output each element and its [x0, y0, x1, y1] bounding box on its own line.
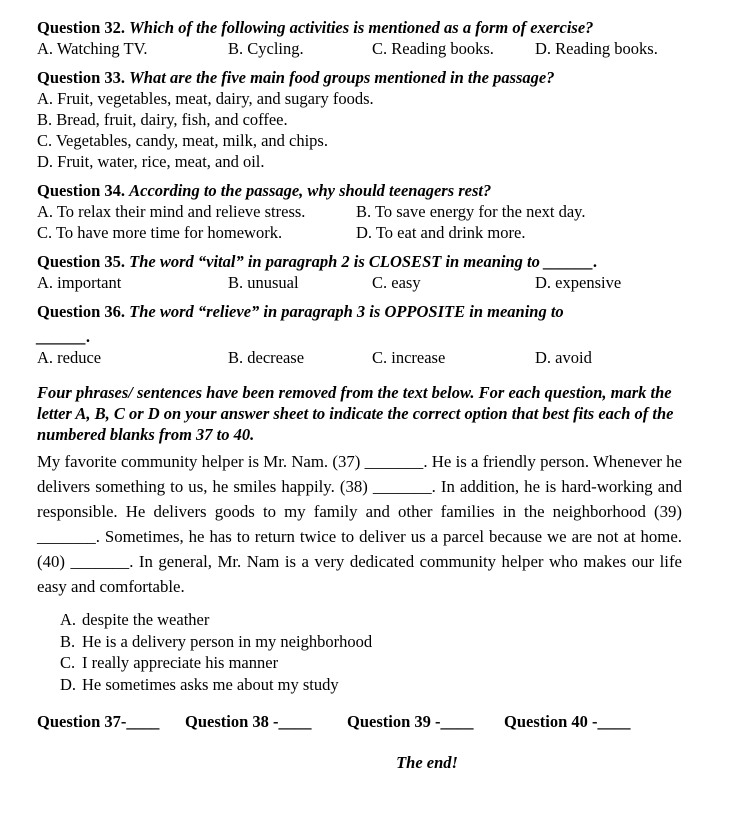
question-text: What are the five main food groups mentioned in the passage?: [129, 68, 555, 87]
fill-option-label: B.: [60, 631, 76, 651]
question-text: According to the passage, why should teenagers rest?: [129, 181, 492, 200]
the-end: The end!: [396, 753, 458, 772]
option-c: C. To have more time for homework.: [37, 223, 283, 242]
section-instruction: Four phrases/ sentences have been removed from the text below. For each question, mark the letter A, B, C or D on your answer sheet to indicate the correct option that best fits each of the numbered blanks from 37 to 40.: [37, 383, 674, 444]
option-d: D. expensive: [535, 273, 622, 292]
question-32: [37, 17, 682, 59]
question-number: Question 34.: [37, 181, 126, 200]
option-d: D. To eat and drink more.: [356, 223, 526, 242]
question-text: The word “vital” in paragraph 2 is CLOSEST in meaning to ______.: [129, 252, 598, 271]
answer-blank-line: [37, 326, 682, 347]
question-33: [37, 67, 682, 172]
question-number: Question 35.: [37, 252, 126, 271]
option-b: B. decrease: [228, 348, 305, 367]
fill-option: [60, 674, 682, 696]
fill-option-label: C.: [60, 653, 76, 672]
option-b: B. Cycling.: [228, 39, 304, 58]
option-a: A. important: [37, 273, 122, 292]
options-row: [37, 272, 682, 293]
option-a: A. reduce: [37, 348, 102, 367]
fill-option: [60, 652, 682, 674]
fill-option-label: A.: [60, 610, 77, 629]
fill-option: [60, 609, 682, 631]
option-b: B. Bread, fruit, dairy, fish, and coffee.: [37, 110, 288, 129]
fill-options-list: [60, 609, 682, 695]
options-row: [37, 222, 682, 243]
answer-40: Question 40 -____: [504, 712, 631, 731]
question-text: Which of the following activities is mentioned as a form of exercise?: [129, 18, 594, 37]
question-number: Question 32.: [37, 18, 126, 37]
options-row: [37, 38, 682, 59]
option-d: D. Reading books.: [535, 39, 658, 58]
option-c: C. Reading books.: [372, 39, 494, 58]
option-b: B. unusual: [228, 273, 299, 292]
fill-option-label: D.: [60, 674, 77, 694]
option-b: B. To save energy for the next day.: [356, 202, 586, 221]
question-34: [37, 180, 682, 243]
options-row: [37, 347, 682, 368]
option-a: A. Watching TV.: [37, 39, 148, 58]
question-35: [37, 251, 682, 293]
fill-option-text: I really appreciate his manner: [82, 653, 279, 672]
fill-option-text: He is a delivery person in my neighborhood: [82, 631, 373, 651]
option-d: D. Fruit, water, rice, meat, and oil.: [37, 152, 265, 171]
answer-38: Question 38 -____: [185, 712, 312, 731]
answer-line: [37, 711, 682, 732]
fill-option-text: He sometimes asks me about my study: [82, 674, 339, 694]
question-number: Question 36.: [37, 302, 126, 321]
option-a: A. To relax their mind and relieve stress.: [37, 202, 306, 221]
reading-passage: My favorite community helper is Mr. Nam. (37) _______. He is a friendly person. Whenever he delivers something to us, he smiles happily. (38) _______. In addition, he is hard-working and responsible. He delivers goods to my family and other families in the neighborhood (39) _______. Sometimes, he has to return twice to deliver us a parcel because we are not at home. (40) _______. In general, Mr. Nam is a very dedicated community helper who makes our life easy and comfortable.: [37, 452, 682, 596]
option-c: C. Vegetables, candy, meat, milk, and chips.: [37, 131, 328, 150]
option-c: C. easy: [372, 273, 421, 292]
exam-page: [37, 17, 682, 773]
fill-option: [60, 631, 682, 653]
question-number: Question 33.: [37, 68, 126, 87]
option-d: D. avoid: [535, 348, 592, 367]
question-36: [37, 301, 682, 368]
answer-37: Question 37-____: [37, 712, 160, 731]
option-a: A. Fruit, vegetables, meat, dairy, and sugary foods.: [37, 89, 374, 108]
options-row: [37, 201, 682, 222]
answer-39: Question 39 -____: [347, 712, 474, 731]
answer-blank: ______.: [37, 327, 91, 346]
option-c: C. increase: [372, 348, 446, 367]
fill-option-text: despite the weather: [82, 610, 210, 629]
question-text: The word “relieve” in paragraph 3 is OPPOSITE in meaning to: [129, 302, 564, 321]
